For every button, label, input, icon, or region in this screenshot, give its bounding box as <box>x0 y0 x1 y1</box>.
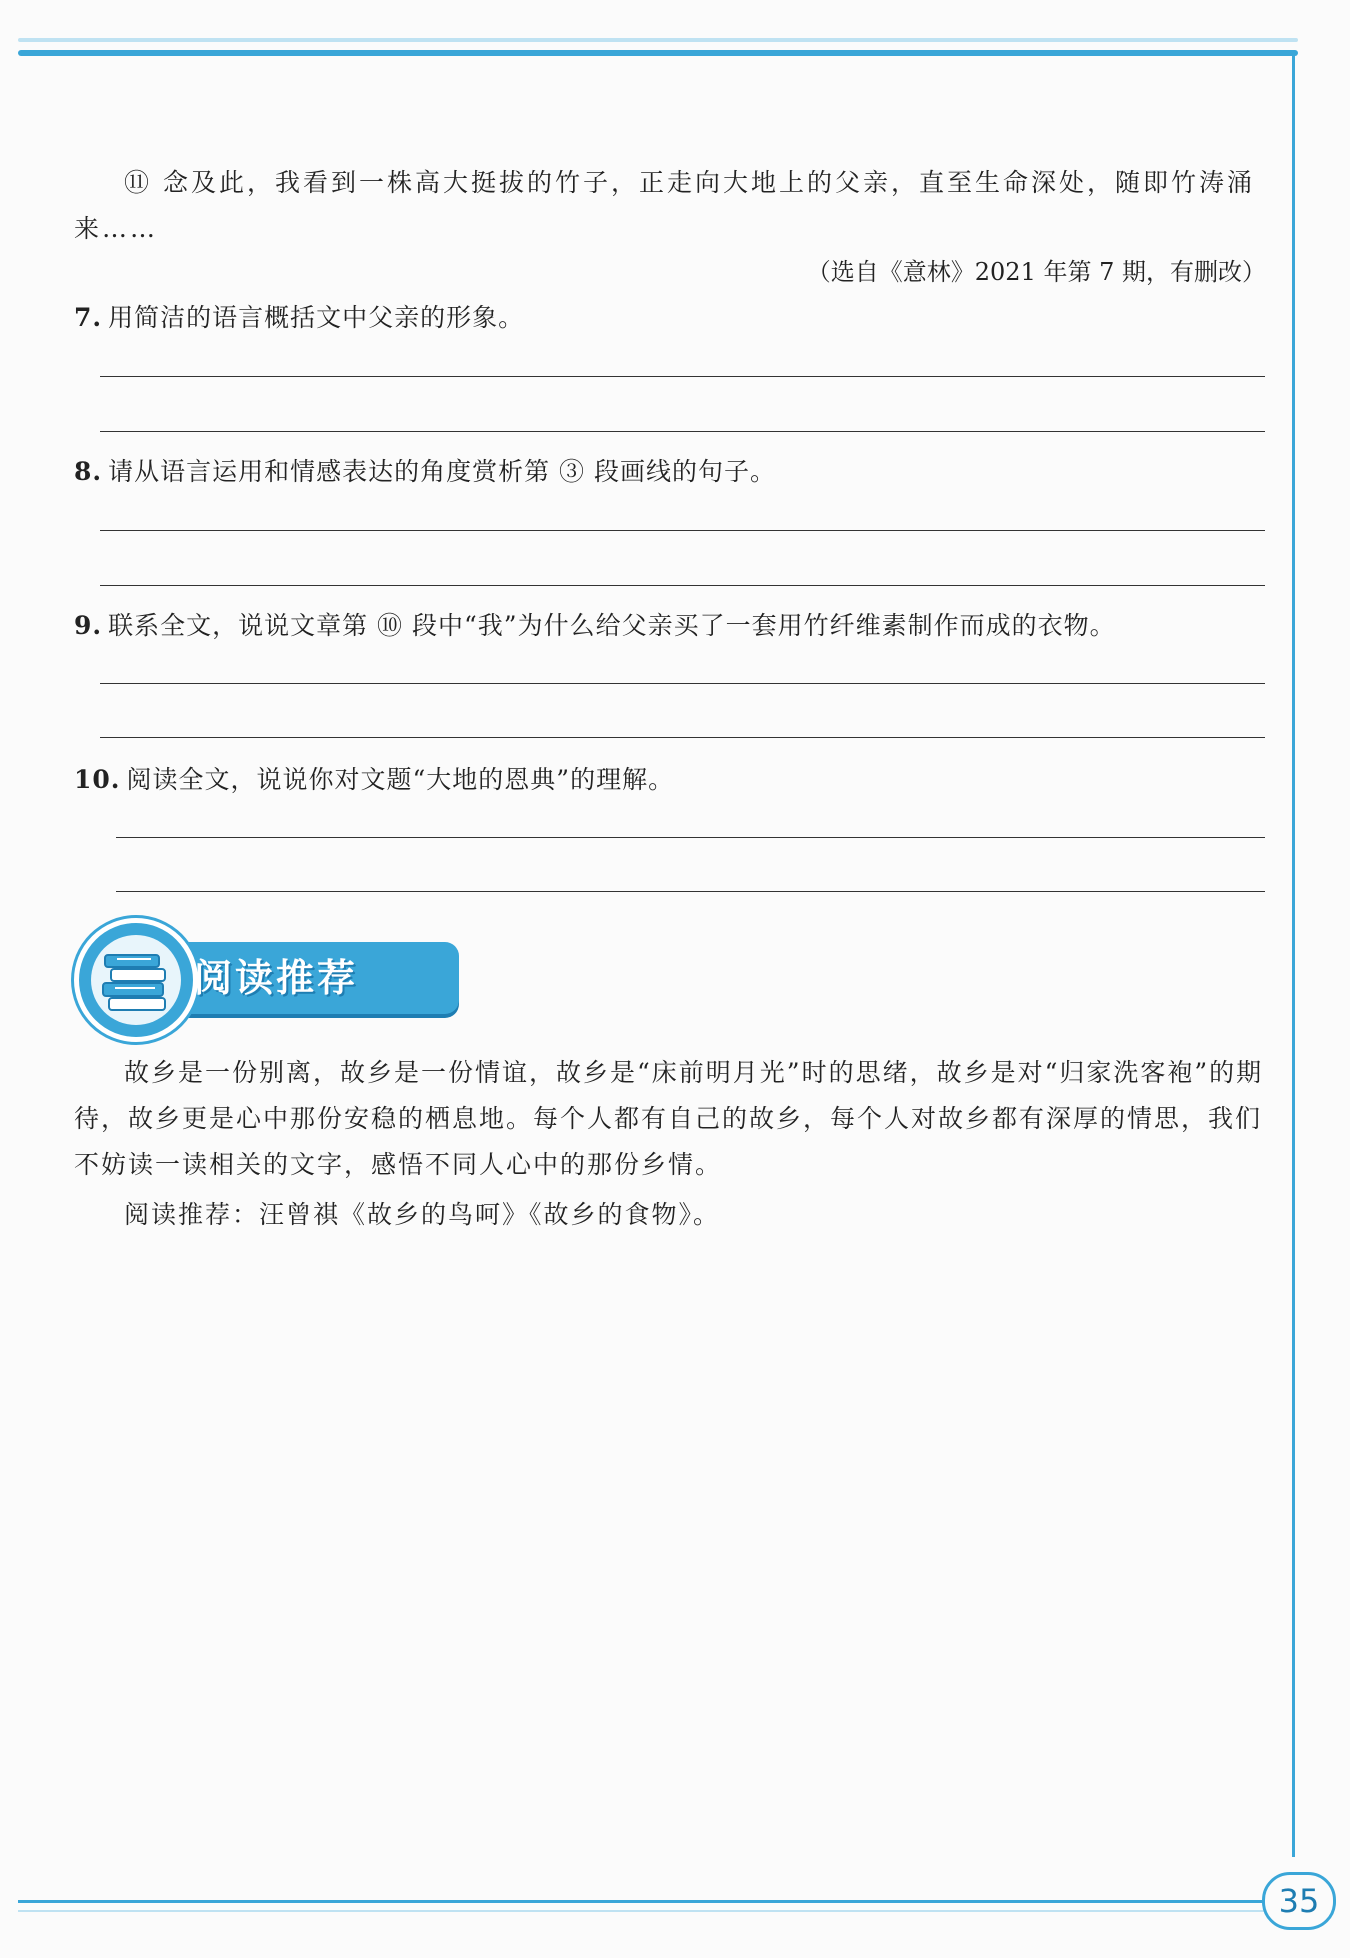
page-frame-bottom-light <box>18 1910 1268 1912</box>
excerpt-source: （选自《意林》2021 年第 7 期，有删改） <box>806 258 1266 286</box>
answer-line[interactable] <box>100 376 1265 377</box>
question-8 <box>74 452 776 492</box>
excerpt-paragraph-11: ⑪ 念及此，我看到一株高大挺拔的竹子，正走向大地上的父亲，直至生命深处，随即竹涛涌来…… <box>74 168 1255 243</box>
question-number: 10. <box>74 765 121 794</box>
answer-line[interactable] <box>100 585 1265 586</box>
page-number: 35 <box>1262 1872 1336 1930</box>
answer-line[interactable] <box>100 683 1265 684</box>
answer-line[interactable] <box>100 530 1265 531</box>
question-number: 7. <box>74 303 103 332</box>
recommendation-books: 阅读推荐：汪曾祺《故乡的鸟呵》《故乡的食物》。 <box>124 1200 721 1229</box>
question-7 <box>74 298 524 338</box>
question-number: 8. <box>74 457 103 486</box>
question-number: 9. <box>74 611 103 640</box>
books-icon <box>91 935 181 1025</box>
question-text: 用简洁的语言概括文中父亲的形象。 <box>108 303 525 332</box>
answer-line[interactable] <box>116 891 1265 892</box>
banner-circle-inner <box>91 935 181 1025</box>
answer-line[interactable] <box>116 837 1265 838</box>
question-text: 请从语言运用和情感表达的角度赏析第 ③ 段画线的句子。 <box>108 457 777 486</box>
page-frame-right <box>1292 52 1295 1857</box>
reading-recommendation-banner <box>74 918 394 1042</box>
question-text: 阅读全文，说说你对文题“大地的恩典”的理解。 <box>126 765 675 794</box>
recommendation-intro: 故乡是一份别离，故乡是一份情谊，故乡是“床前明月光”时的思绪，故乡是对“归家洗客袍”的期待，故乡更是心中那份安稳的栖息地。每个人都有自己的故乡，每个人对故乡都有深厚的情思，我们不妨读一读相关的文字，感悟不同人心中的那份乡情。 <box>74 1058 1264 1179</box>
question-9 <box>74 606 1116 646</box>
question-text: 联系全文，说说文章第 ⑩ 段中“我”为什么给父亲买了一套用竹纤维素制作而成的衣物。 <box>108 611 1116 640</box>
banner-title: 阅读推荐 <box>194 956 359 1000</box>
answer-line[interactable] <box>100 431 1265 432</box>
answer-line[interactable] <box>100 737 1265 738</box>
page-frame-bottom <box>18 1900 1268 1903</box>
banner-circle <box>74 918 198 1042</box>
page-frame-top <box>18 50 1298 56</box>
question-10 <box>74 760 674 800</box>
